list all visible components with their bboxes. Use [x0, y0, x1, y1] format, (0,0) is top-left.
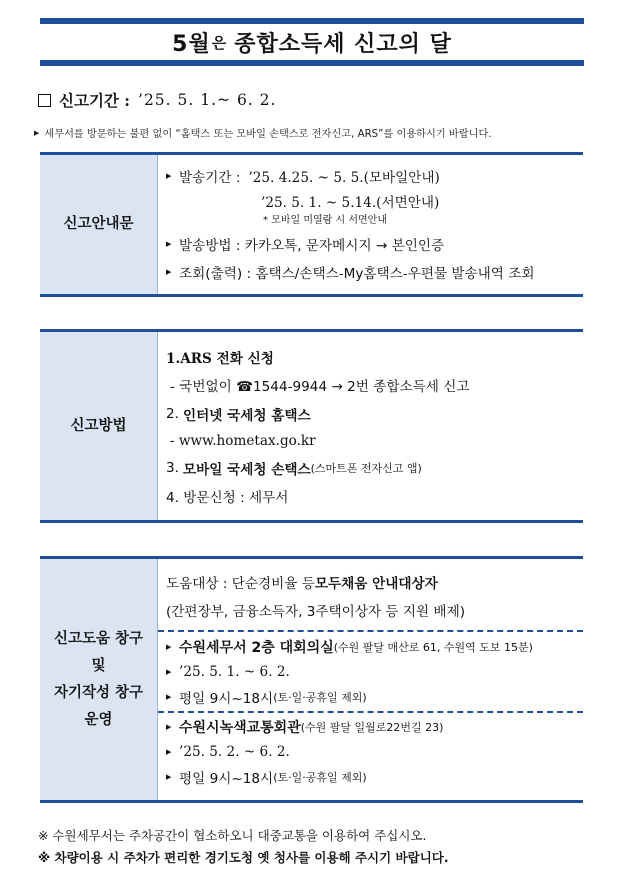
- send-method-row: [166, 234, 583, 254]
- filing-period-label: 신고기간 :: [59, 91, 131, 110]
- triangle-bullet-icon: ▶: [166, 643, 172, 651]
- triangle-bullet-icon: ▶: [166, 240, 172, 248]
- method-item-1-detail: - 국번없이 ☎1544-9944 → 2번 종합소득세 신고: [170, 379, 470, 395]
- help-target-bold: 모두채움 안내대상자: [314, 576, 438, 592]
- method-item-3-note: (스마트폰 전자신고 앱): [310, 462, 422, 475]
- place2-time: 평일 9시~18시: [179, 771, 274, 787]
- method-item-3-prefix: 3.: [166, 460, 179, 476]
- help-target-row: [166, 572, 583, 592]
- method-item-1: 1.ARS 전화 신청: [166, 351, 274, 367]
- method-section: [40, 329, 583, 523]
- method-item-4: 4. 방문신청 : 세무서: [166, 490, 289, 506]
- place1-time: 평일 9시~18시: [179, 691, 274, 707]
- place2-date: ’25. 5. 2. ~ 6. 2.: [179, 744, 290, 760]
- filing-period: [38, 89, 276, 111]
- filing-period-value: ’25. 5. 1.~ 6. 2.: [138, 91, 277, 109]
- send-period-row: [166, 166, 583, 186]
- help-label-line-1: 신고도움 창구: [53, 630, 144, 647]
- place2-name: 수원시녹색교통회관: [179, 720, 301, 736]
- method-content: [158, 332, 583, 520]
- send-period-note: * 모바일 미열람 시 서면안내: [263, 214, 387, 226]
- footer-note-2: ※ 차량이용 시 주차가 편리한 경기도청 옛 청사를 이용해 주시기 바랍니다.: [38, 850, 449, 865]
- guide-content: [158, 155, 583, 294]
- triangle-bullet-icon: ▶: [166, 748, 172, 756]
- page-title: [40, 18, 584, 66]
- lookup-row: [166, 262, 583, 282]
- triangle-bullet-icon: ▶: [166, 693, 172, 701]
- title-particle: 은: [211, 33, 227, 52]
- send-period-label: 발송기간 :: [179, 170, 241, 186]
- help-label-line-4: 운영: [84, 711, 113, 728]
- place2-row: [166, 717, 583, 737]
- triangle-bullet-icon: ▶: [166, 268, 172, 276]
- triangle-bullet-icon: ▶: [166, 172, 172, 180]
- place1-time-row: [166, 687, 583, 707]
- send-period-note-row: [166, 211, 583, 225]
- method-label: 신고방법: [40, 332, 158, 520]
- place2-time-note: (토·일·공휴일 제외): [273, 771, 367, 784]
- help-label-line-3: 자기작성 창구: [53, 684, 144, 701]
- send-period-2: ’25. 5. 1. ~ 5.14.(서면안내): [261, 195, 440, 211]
- triangle-bullet-icon: ▶: [166, 723, 172, 731]
- place2-time-row: [166, 767, 583, 787]
- footer-note-1: ※ 수원세무서는 주차공간이 협소하오니 대중교통을 이용하여 주십시오.: [38, 828, 427, 843]
- triangle-bullet-icon: ▶: [166, 773, 172, 781]
- method-item-2: [166, 404, 583, 424]
- method-item-2-prefix: 2.: [166, 406, 179, 422]
- place1-row: [166, 637, 583, 657]
- place2-address: (수원 팔달 일월로22번길 23): [300, 721, 444, 734]
- place2-date-row: [166, 742, 583, 762]
- send-method: 발송방법 : 카카오톡, 문자메시지 → 본인인증: [179, 238, 445, 254]
- triangle-bullet-icon: ▶: [34, 129, 40, 137]
- method-item-2-title: 인터넷 국세청 홈택스: [182, 408, 311, 424]
- help-target-prefix: 도움대상 : 단순경비율 등: [166, 576, 315, 592]
- title-month: 5월: [172, 31, 211, 57]
- title-rest: 종합소득세 신고의 달: [234, 31, 452, 57]
- place1-address: (수원 팔달 매산로 61, 수원역 도보 15분): [333, 641, 533, 654]
- send-period-1: ’25. 4.25. ~ 5. 5.(모바일안내): [248, 170, 440, 186]
- help-target-detail: (간편장부, 금융소득자, 3주택이상자 등 지원 배제): [166, 604, 466, 620]
- place1-date: ’25. 5. 1. ~ 6. 2.: [179, 664, 290, 680]
- help-label-line-2: 및: [91, 657, 106, 674]
- method-item-3: [166, 458, 583, 478]
- guide-label: 신고안내문: [40, 155, 158, 294]
- guide-section: [40, 152, 583, 297]
- send-period-row-2: [166, 191, 583, 211]
- help-label: [40, 559, 158, 800]
- place1-time-note: (토·일·공휴일 제외): [273, 691, 367, 704]
- dashed-divider: [158, 711, 583, 713]
- help-content: [158, 559, 583, 800]
- notice-text: 세무서를 방문하는 불편 없이 “홈택스 또는 모바일 손택스로 전자신고, ARS”를 이용하시기 바랍니다.: [44, 129, 492, 140]
- method-item-3-title: 모바일 국세청 손택스: [182, 462, 311, 478]
- place1-name: 수원세무서 2층 대회의실: [179, 640, 334, 656]
- method-item-2-detail: - www.hometax.go.kr: [170, 433, 316, 449]
- triangle-bullet-icon: ▶: [166, 668, 172, 676]
- help-section: [40, 556, 583, 803]
- dashed-divider: [158, 630, 583, 632]
- place1-date-row: [166, 662, 583, 682]
- checkbox-icon: [38, 94, 51, 107]
- notice-line: [34, 125, 492, 140]
- lookup-text: 조회(출력) : 홈택스/손택스-My홈택스-우편물 발송내역 조회: [179, 266, 535, 282]
